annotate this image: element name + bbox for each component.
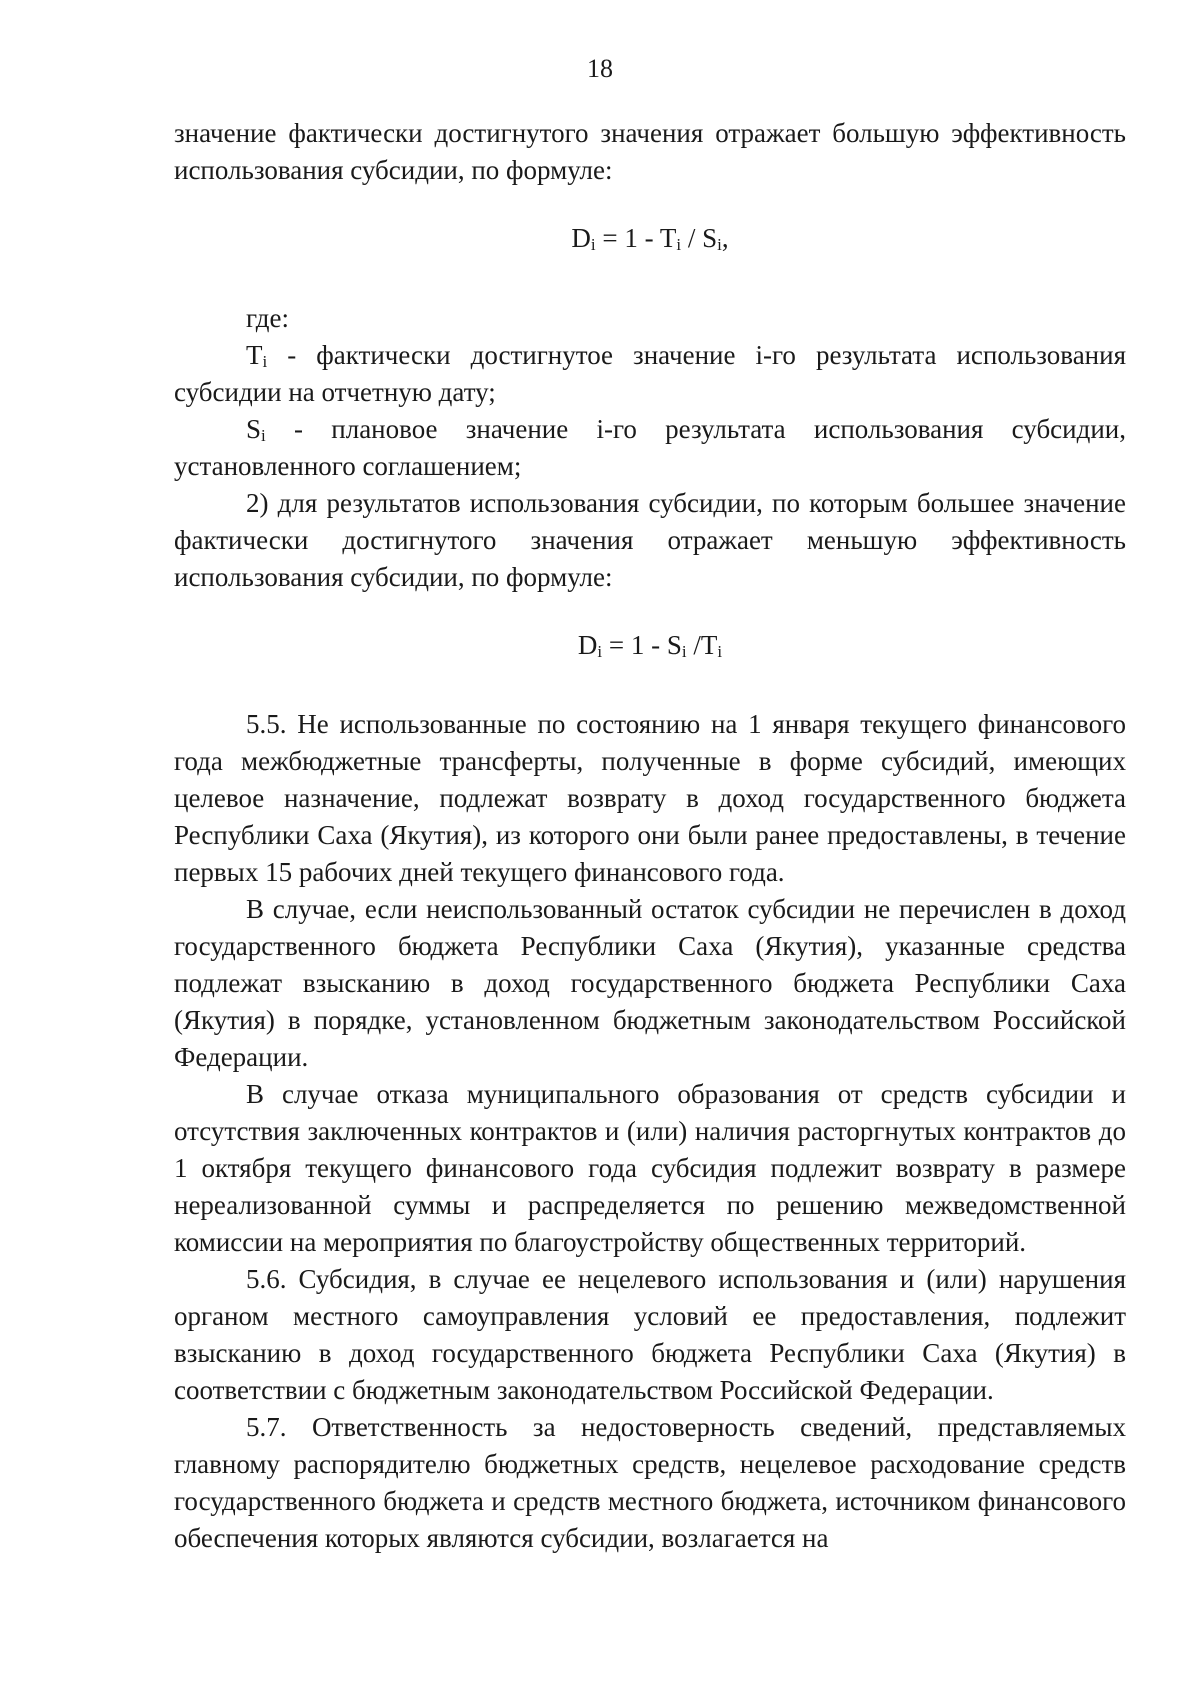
formula-operator: / bbox=[681, 223, 703, 253]
paragraph-continuation: значение фактически достигнутого значения отражает большую эффективность использования субсидии, по формуле: bbox=[174, 118, 1126, 185]
formula-symbol-d: D bbox=[571, 223, 591, 253]
formula-punctuation: , bbox=[721, 223, 729, 253]
formula-subscript: i bbox=[597, 642, 603, 661]
formula-symbol-t: T bbox=[659, 223, 677, 253]
definition-symbol: T bbox=[246, 340, 263, 370]
definition-text: - плановое значение i-го результата использования субсидии, установленного соглашением; bbox=[174, 414, 1126, 481]
formula-operator: = 1 - bbox=[595, 223, 660, 253]
list-item-2: 2) для результатов использования субсидии, по которым большее значение фактически достигнутого значения отражает меньшую эффективность использования субсидии, по формуле: bbox=[174, 488, 1126, 592]
definition-s bbox=[174, 411, 1126, 485]
definition-t bbox=[174, 337, 1126, 411]
formula-subscript: i bbox=[676, 235, 682, 254]
formula-inverse bbox=[174, 627, 1126, 664]
formula-direct bbox=[174, 220, 1126, 257]
formula-symbol-t: T bbox=[700, 630, 718, 660]
paragraph-5-5: 5.5. Не использованные по состоянию на 1 января текущего финансового года межбюджетные трансферты, полученные в форме субсидий, имеющих целевое назначение, подлежат возврату в доход государственного бюджета Республики Саха (Якутия), из которого они были ранее предоставлены, в течение первых 15 рабочих дней текущего финансового года. bbox=[174, 709, 1126, 887]
paragraph-5-7: 5.7. Ответственность за недостоверность сведений, представляемых главному распорядителю бюджетных средств, нецелевое расходование средств государственного бюджета и средств местного бюджета, источником финансового обеспечения которых являются субсидии, возлагается на bbox=[174, 1412, 1126, 1553]
formula-symbol-s: S bbox=[666, 630, 682, 660]
formula-subscript: i bbox=[681, 642, 687, 661]
formula-subscript: i bbox=[717, 235, 722, 254]
paragraph-unused-balance: В случае, если неиспользованный остаток субсидии не перечислен в доход государственного бюджета Республики Саха (Якутия), указанные средства подлежат взысканию в доход государственного бюджета Республики Саха (Якутия) в порядке, установленном бюджетным законодательством Российской Федерации. bbox=[174, 894, 1126, 1072]
page-number: 18 bbox=[587, 54, 613, 83]
formula-subscript: i bbox=[717, 642, 723, 661]
where-label: где: bbox=[246, 303, 289, 333]
document-body bbox=[174, 115, 1126, 1557]
definition-subscript: i bbox=[262, 352, 268, 371]
paragraph-5-6: 5.6. Субсидия, в случае ее нецелевого использования и (или) нарушения органом местного самоуправления условий ее предоставления, подлежит взысканию в доход государственного бюджета Республики Саха (Якутия) в соответствии с бюджетным законодательством Российской Федерации. bbox=[174, 1264, 1126, 1405]
definition-subscript: i bbox=[261, 426, 266, 445]
formula-operator: / bbox=[686, 630, 701, 660]
formula-subscript: i bbox=[590, 235, 596, 254]
definition-text: - фактически достигнутое значение i-го результата использования субсидии на отчетную дату; bbox=[174, 340, 1126, 407]
definition-symbol: S bbox=[246, 414, 262, 444]
formula-symbol-s: S bbox=[702, 223, 718, 253]
formula-symbol-d: D bbox=[577, 630, 598, 660]
paragraph-refusal: В случае отказа муниципального образования от средств субсидии и отсутствия заключенных контрактов и (или) наличия расторгнутых контрактов до 1 октября текущего финансового года субсидия подлежит возврату в размере нереализованной суммы и распределяется по решению межведомственной комиссии на мероприятия по благоустройству общественных территорий. bbox=[174, 1079, 1126, 1257]
formula-operator: = 1 - bbox=[602, 630, 667, 660]
